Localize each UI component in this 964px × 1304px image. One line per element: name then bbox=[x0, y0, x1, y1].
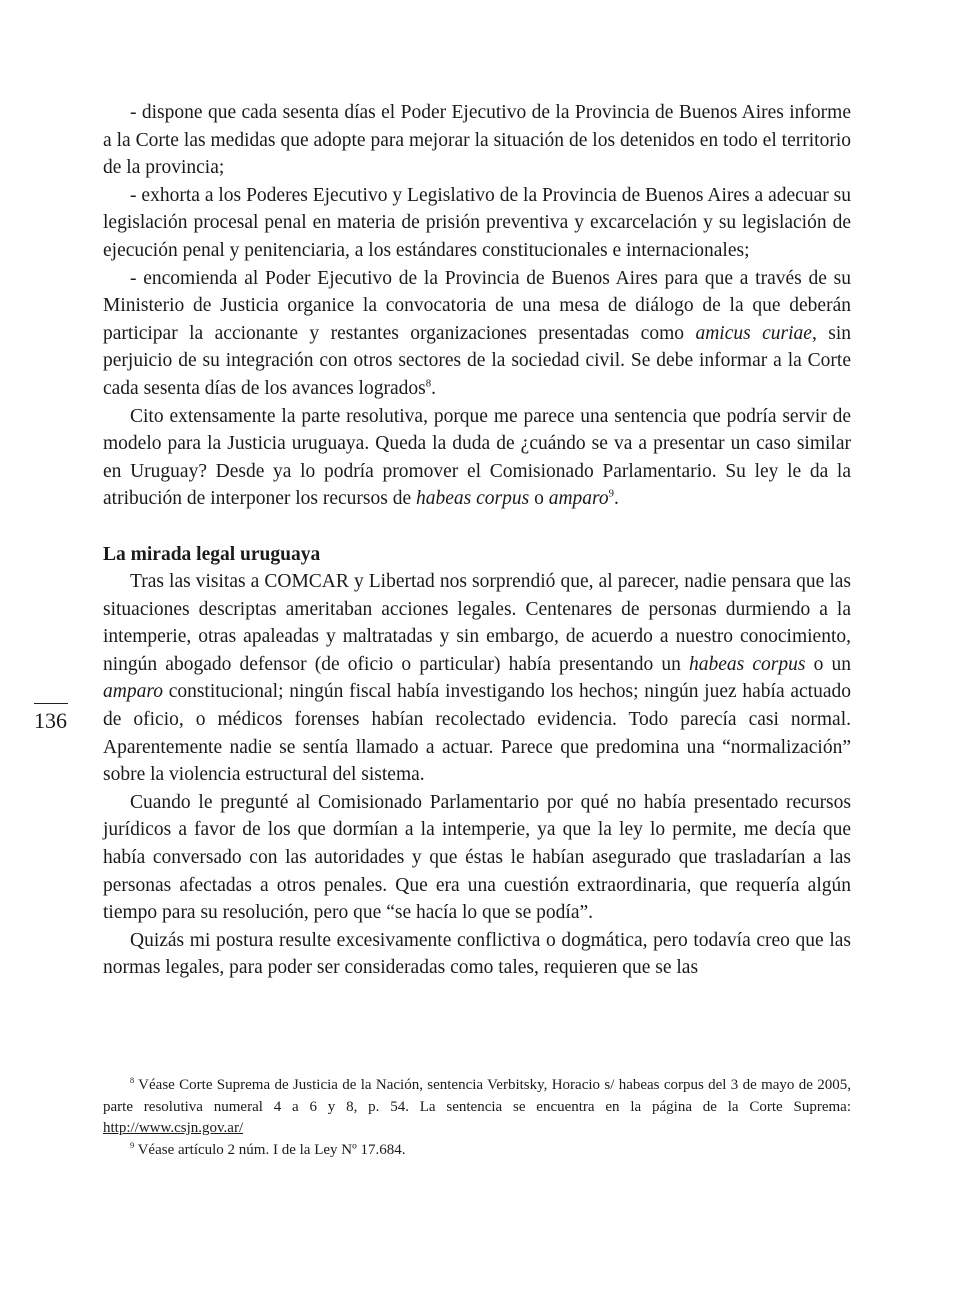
page-number-rule bbox=[34, 703, 68, 704]
text-run: o bbox=[529, 488, 549, 510]
text-run: , sin perjuicio de su integración con otros sectores de la sociedad civil. Se debe informar a la Corte cada sesenta días de los avances logrados bbox=[103, 322, 852, 399]
page-number: 136 bbox=[34, 708, 67, 733]
text-run: constitucional; ningún fiscal había investigando los hechos; ningún juez había actuado de oficio, o médicos forenses habían recolectado evidencia. Todo parecía casi normal. Aparentemente nadie se sentía llamado a actuar. Parece que predomina una “normalización” sobre la violencia estructural del sistema. bbox=[103, 681, 851, 786]
text-run: . bbox=[431, 377, 436, 399]
text-run: Cuando le pregunté al Comisionado Parlamentario por qué no había presentado recursos jurídicos a favor de los que dormían a la intemperie, ya que la ley lo permite, me decía que había conversado con las autoridades y que éstas le habían asegurado que trasladarían a las personas afectadas a otros penales. Que era una cuestión extraordinaria, que requería algún tiempo para su resolución, pero que “se hacía lo que se podía”. bbox=[103, 791, 851, 924]
body-paragraph bbox=[103, 99, 851, 182]
text-run: Tras las visitas a COMCAR y Libertad nos sorprendió que, al parecer, nadie pensara que las situaciones descriptas ameritaban acciones legales. Centenares de personas durmiendo a la intemperie, otras apaleadas y maltratadas y sin embargo, de acuerdo a nuestro conocimiento, ningún abogado defensor (de oficio o particular) había presentando un bbox=[103, 571, 851, 675]
text-run: Véase artículo 2 núm. I de la Ley Nº 17.684. bbox=[134, 1141, 406, 1158]
text-run: - encomienda al Poder Ejecutivo de la Provincia de Buenos Aires para que a través de su Ministerio de Justicia organice la convocatoria de una mesa de diálogo de la que deberán participar la accionante y restantes organizaciones presentadas como bbox=[103, 267, 851, 344]
footnote-ref: 8 bbox=[425, 377, 432, 390]
footnote-ref: 8 bbox=[130, 1076, 135, 1085]
body-paragraph bbox=[103, 182, 851, 265]
main-text bbox=[103, 99, 851, 982]
text-run: - exhorta a los Poderes Ejecutivo y Legislativo de la Provincia de Buenos Aires a adecuar su legislación procesal penal en materia de prisión preventiva y excarcelación y su legislación de ejecución penal y penitenciaria, a los estándares constitucionales e internacionales; bbox=[103, 184, 851, 261]
italic-term: habeas corpus bbox=[415, 488, 530, 510]
text-run: . bbox=[614, 488, 619, 510]
text-run: Véase Corte Suprema de Justicia de la Nación, sentencia Verbitsky, Horacio s/ habeas corpus del 3 de mayo de 2005, parte resolutiva numeral 4 a 6 y 8, p. 54. La sentencia se encuentra en la página de la Corte Suprema: bbox=[103, 1077, 851, 1115]
section-heading bbox=[103, 541, 851, 569]
text-run: La mirada legal uruguaya bbox=[103, 543, 321, 565]
footnote-link[interactable]: http://www.csjn.gov.ar/ bbox=[103, 1120, 244, 1137]
text-run: Cito extensamente la parte resolutiva, porque me parece una sentencia que podría servir de modelo para la Justicia uruguaya. Queda la duda de ¿cuándo se va a presentar un caso similar en Uruguay? Desde ya lo podría promover el Comisionado Parlamentario. Su ley le da la atribución de interponer los recursos de bbox=[103, 405, 851, 510]
body-paragraph bbox=[103, 265, 851, 403]
italic-term: habeas corpus bbox=[689, 653, 806, 675]
italic-term: amparo bbox=[103, 681, 163, 703]
body-paragraph bbox=[103, 789, 851, 927]
text-run: o un bbox=[805, 653, 852, 675]
footnote bbox=[103, 1075, 851, 1140]
footnote-ref: 9 bbox=[608, 487, 614, 500]
text-run: Quizás mi postura resulte excesivamente conflictiva o dogmática, pero todavía creo que las normas legales, para poder ser consideradas como tales, requieren que se las bbox=[103, 929, 851, 979]
body-paragraph bbox=[103, 403, 851, 513]
body-paragraph bbox=[103, 568, 851, 789]
footnote bbox=[103, 1140, 851, 1162]
body-paragraph bbox=[103, 927, 851, 982]
italic-term: amparo bbox=[548, 488, 609, 510]
text-run: - dispone que cada sesenta días el Poder Ejecutivo de la Provincia de Buenos Aires informe a la Corte las medidas que adopte para mejorar la situación de los detenidos en todo el territorio de la provincia; bbox=[103, 102, 851, 179]
italic-term: amicus curiae bbox=[695, 322, 812, 344]
footnote-ref: 9 bbox=[130, 1140, 135, 1150]
footnotes bbox=[103, 1075, 851, 1161]
